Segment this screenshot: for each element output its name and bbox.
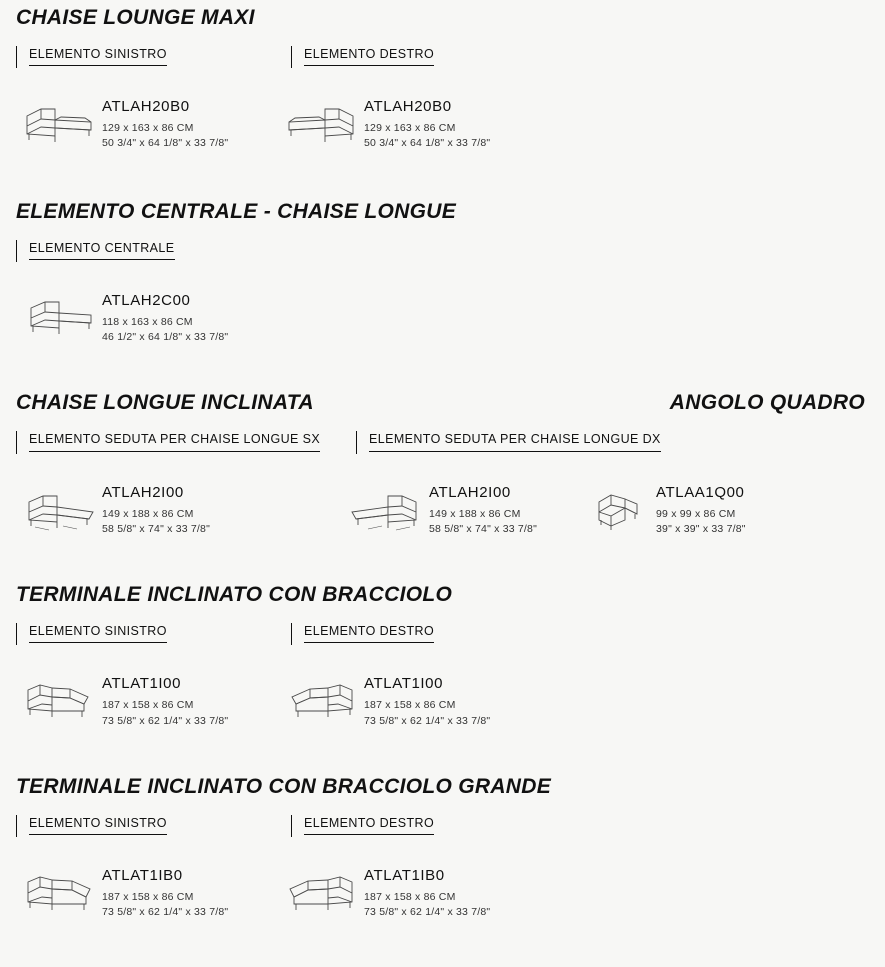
square-corner-icon	[586, 482, 656, 534]
terminal-inclined-arm-large-right-icon	[278, 865, 364, 917]
item-dimension-in: 58 5/8" x 74" x 33 7/8"	[429, 522, 538, 535]
terminal-inclined-arm-right-icon	[278, 673, 364, 725]
item-dimension-cm: 187 x 158 x 86 CM	[102, 891, 194, 903]
item-text	[102, 290, 228, 345]
subheader-row	[0, 240, 885, 262]
items-row	[16, 482, 885, 537]
subheader-row	[0, 623, 885, 645]
item-text	[102, 673, 228, 728]
item-dimension-cm: 129 x 163 x 86 CM	[102, 122, 194, 135]
terminal-inclined-arm-large-left-icon	[16, 865, 102, 917]
subheader-label: ELEMENTO SEDUTA PER CHAISE LONGUE SX	[29, 431, 320, 451]
list-item[interactable]	[16, 673, 278, 728]
section-header	[0, 391, 885, 415]
chaise-lounge-maxi-right-icon	[278, 96, 364, 146]
section-header	[0, 583, 885, 607]
item-code: ATLAT1IB0	[364, 867, 445, 884]
items-row	[16, 865, 885, 920]
subheader-label: ELEMENTO SINISTRO	[29, 46, 167, 66]
subheader-elemento-sinistro	[16, 815, 291, 837]
subheader-elemento-sinistro	[16, 46, 291, 68]
item-code: ATLAH2I00	[429, 483, 511, 501]
subheader-elemento-destro	[291, 815, 604, 837]
page-title: CHAISE LOUNGE MAXI	[16, 6, 255, 29]
item-code: ATLAH2C00	[102, 291, 191, 309]
section-title: TERMINALE INCLINATO CON BRACCIOLO	[16, 583, 453, 607]
item-dimension-cm: 129 x 163 x 86 CM	[364, 122, 456, 135]
subheader-label: ELEMENTO DESTRO	[304, 46, 434, 66]
section-title-angolo-quadro: ANGOLO QUADRO	[669, 391, 865, 415]
item-text	[364, 673, 490, 728]
item-code: ATLAT1I00	[364, 675, 444, 693]
section-header	[0, 775, 885, 799]
item-text	[102, 865, 228, 920]
items-row	[16, 96, 885, 151]
item-text	[102, 482, 210, 537]
section-chaise-longue-inclinata	[0, 391, 885, 537]
item-dimension-in: 73 5/8" x 62 1/4" x 33 7/8"	[102, 714, 229, 727]
list-item[interactable]	[278, 96, 578, 151]
item-code: ATLAA1Q00	[656, 483, 745, 501]
item-dimension-cm: 118 x 163 x 86 CM	[102, 315, 193, 328]
section-title: CHAISE LONGUE INCLINATA	[16, 391, 314, 415]
subheader-seduta-chaise-longue-dx	[356, 431, 699, 453]
item-dimension-in: 39" x 39" x 33 7/8"	[656, 522, 746, 535]
subheader-row	[0, 815, 885, 837]
list-item[interactable]	[16, 290, 316, 345]
section-title: TERMINALE INCLINATO CON BRACCIOLO GRANDE	[16, 774, 552, 798]
section-header	[0, 200, 885, 224]
list-item[interactable]	[16, 96, 278, 151]
terminal-inclined-arm-left-icon	[16, 673, 102, 725]
subheader-seduta-chaise-longue-sx	[16, 431, 356, 453]
subheader-label: ELEMENTO SINISTRO	[29, 623, 167, 643]
item-dimension-in: 50 3/4" x 64 1/8" x 33 7/8"	[102, 137, 229, 150]
item-dimension-cm: 149 x 188 x 86 CM	[429, 507, 521, 520]
chaise-longue-inclined-right-icon	[343, 482, 429, 534]
subheader-row	[0, 431, 885, 453]
item-dimension-in: 73 5/8" x 62 1/4" x 33 7/8"	[364, 714, 491, 727]
section-title: ELEMENTO CENTRALE - CHAISE LONGUE	[16, 199, 457, 223]
subheader-label: ELEMENTO CENTRALE	[29, 240, 175, 260]
spacer	[0, 345, 885, 391]
item-dimension-in: 46 1/2" x 64 1/8" x 33 7/8"	[102, 331, 229, 344]
item-text	[364, 96, 490, 151]
item-code: ATLAT1IB0	[102, 867, 183, 884]
section-chaise-lounge-maxi	[0, 0, 885, 152]
item-text	[364, 865, 490, 920]
item-dimension-cm: 149 x 188 x 86 CM	[102, 507, 194, 520]
subheader-label: ELEMENTO SEDUTA PER CHAISE LONGUE DX	[369, 431, 661, 451]
items-row	[16, 673, 885, 728]
chaise-lounge-maxi-left-icon	[16, 96, 102, 146]
subheader-label: ELEMENTO SINISTRO	[29, 815, 167, 835]
section-elemento-centrale-chaise-longue	[0, 200, 885, 346]
item-dimension-cm: 187 x 158 x 86 CM	[364, 891, 456, 903]
subheader-label: ELEMENTO DESTRO	[304, 815, 434, 835]
chaise-longue-inclined-left-icon	[16, 482, 102, 534]
spacer	[0, 729, 885, 775]
item-text	[656, 482, 746, 537]
section-header	[0, 6, 885, 30]
item-text	[429, 482, 537, 537]
list-item[interactable]	[278, 673, 578, 728]
list-item[interactable]	[16, 865, 278, 920]
subheader-row	[0, 46, 885, 68]
chaise-longue-center-icon	[16, 290, 102, 340]
item-dimension-cm: 99 x 99 x 86 CM	[656, 507, 736, 520]
subheader-elemento-centrale	[16, 240, 291, 262]
list-item[interactable]	[586, 482, 786, 537]
section-terminale-inclinato-con-bracciolo-grande	[0, 775, 885, 921]
spacer	[0, 537, 885, 583]
list-item[interactable]	[343, 482, 586, 537]
item-code: ATLAT1I00	[102, 675, 182, 693]
item-code: ATLAH2I00	[102, 483, 184, 501]
spacer	[0, 152, 885, 200]
subheader-elemento-destro	[291, 623, 604, 645]
subheader-elemento-sinistro	[16, 623, 291, 645]
section-terminale-inclinato-con-bracciolo	[0, 583, 885, 729]
item-dimension-in: 73 5/8" x 62 1/4" x 33 7/8"	[102, 906, 229, 919]
list-item[interactable]	[278, 865, 578, 920]
item-code: ATLAH20B0	[364, 98, 452, 116]
subheader-label: ELEMENTO DESTRO	[304, 623, 434, 643]
item-dimension-in: 73 5/8" x 62 1/4" x 33 7/8"	[364, 906, 491, 919]
subheader-elemento-destro	[291, 46, 604, 68]
item-dimension-in: 50 3/4" x 64 1/8" x 33 7/8"	[364, 137, 491, 150]
item-text	[102, 96, 228, 151]
item-dimension-cm: 187 x 158 x 86 CM	[102, 699, 194, 712]
item-code: ATLAH20B0	[102, 98, 190, 116]
items-row	[16, 290, 885, 345]
list-item[interactable]	[16, 482, 343, 537]
item-dimension-cm: 187 x 158 x 86 CM	[364, 699, 456, 712]
item-dimension-in: 58 5/8" x 74" x 33 7/8"	[102, 522, 211, 535]
